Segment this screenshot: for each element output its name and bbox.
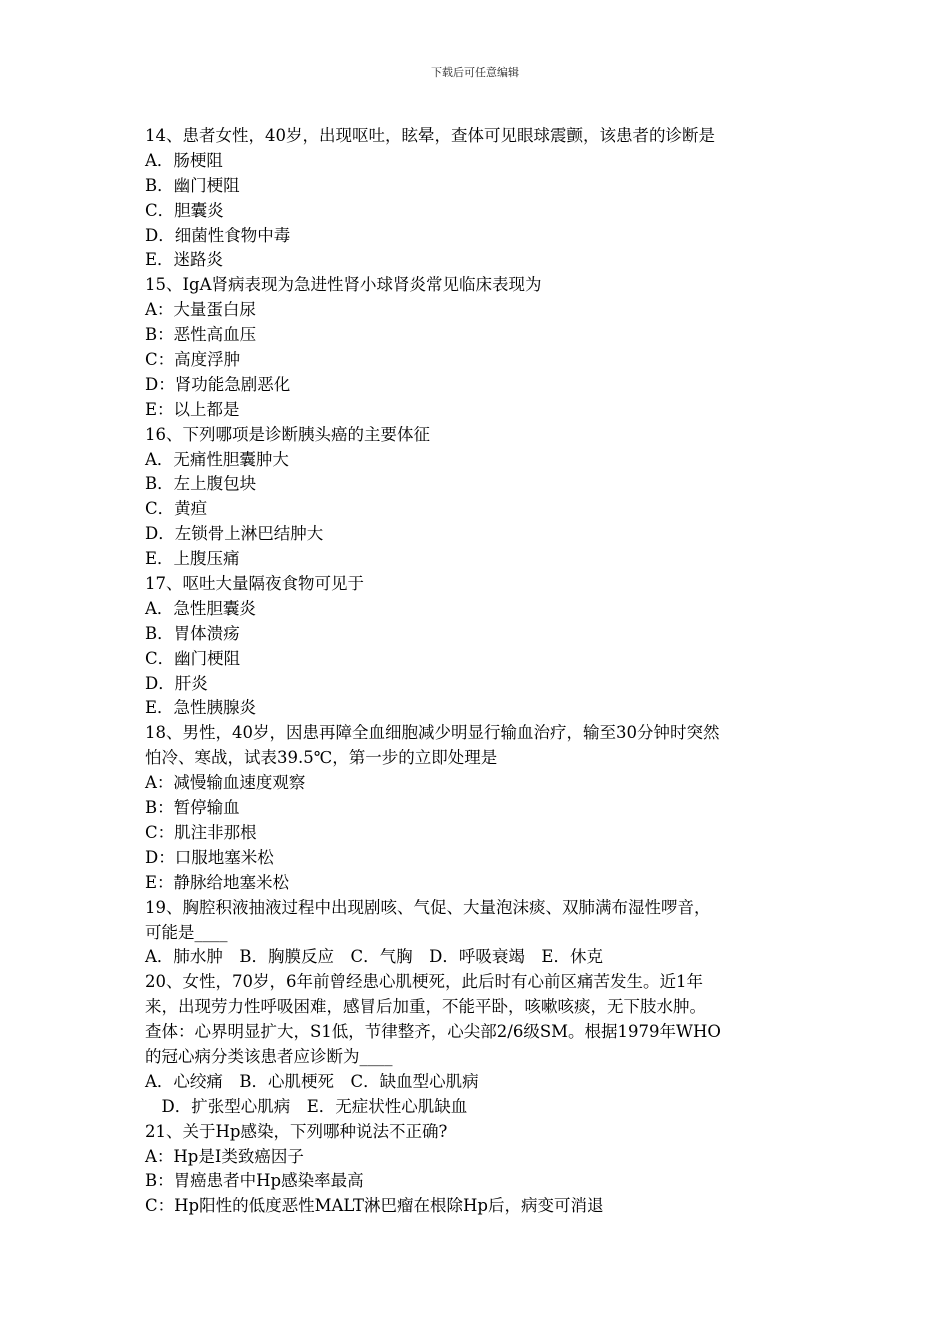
text-line: D：肾功能急剧恶化 [145,374,291,394]
text-line: 21、关于Hp感染，下列哪种说法不正确? [145,1121,448,1141]
text-line: C：肌注非那根 [145,822,257,842]
text-line: A．急性胆囊炎 [145,598,256,618]
text-line: 怕冷、寒战，试表39.5℃，第一步的立即处理是 [145,748,498,768]
text-line: E：以上都是 [145,399,240,419]
text-line: A：大量蛋白尿 [145,300,256,320]
text-line: B．幽门梗阻 [145,175,240,195]
text-line: A：减慢输血速度观察 [145,773,306,793]
page-header: 下载后可任意编辑 [431,66,519,79]
text-line: C．幽门梗阻 [145,648,241,668]
text-line: 20、女性，70岁，6年前曾经患心肌梗死，此后时有心前区痛苦发生。近1年 [145,972,703,992]
text-line: 18、男性，40岁，因患再障全血细胞减少明显行输血治疗，输至30分钟时突然 [145,723,720,743]
text-line: 来，出现劳力性呼吸困难，感冒后加重，不能平卧，咳嗽咳痰，无下肢水肿。 [145,997,706,1017]
text-line: C．黄疸 [145,499,208,519]
text-line: D．细菌性食物中毒 [145,225,291,245]
text-line: A．肠梗阻 [145,150,223,170]
text-line: B．左上腹包块 [145,474,257,494]
text-line: A．心绞痛 B．心肌梗死 C．缺血型心肌病 [145,1071,479,1091]
text-line: 的冠心病分类该患者应诊断为____ [145,1046,393,1066]
text-line: 可能是____ [145,922,228,942]
text-line: D：口服地塞米松 [145,847,274,867]
text-line: D．扩张型心肌病 E．无症状性心肌缺血 [145,1096,468,1116]
text-line: C：高度浮肿 [145,350,241,370]
text-line: A．无痛性胆囊肿大 [145,449,289,469]
text-line: E：静脉给地塞米松 [145,872,290,892]
text-line: B．胃体溃疡 [145,623,240,643]
text-line: A：Hp是Ⅰ类致癌因子 [145,1146,304,1166]
text-line: D．肝炎 [145,673,208,693]
text-line: C．胆囊炎 [145,200,224,220]
text-line: B：恶性高血压 [145,325,257,345]
document-body [145,124,809,1219]
text-line: 19、胸腔积液抽液过程中出现剧咳、气促、大量泡沫痰、双肺满布湿性啰音， [145,897,711,917]
text-line: E．上腹压痛 [145,549,240,569]
text-line: C：Hp阳性的低度恶性MALT淋巴瘤在根除Hp后，病变可消退 [145,1196,604,1216]
text-line: B：暂停输血 [145,798,240,818]
text-line: B：胃癌患者中Hp感染率最高 [145,1171,364,1191]
text-line: E．迷路炎 [145,250,224,270]
text-line: 15、IgA肾病表现为急进性肾小球肾炎常见临床表现为 [145,275,542,295]
text-line: D．左锁骨上淋巴结肿大 [145,524,324,544]
text-line: 17、呕吐大量隔夜食物可见于 [145,574,364,594]
text-line: 16、下列哪项是诊断胰头癌的主要体征 [145,424,430,444]
text-line: 查体：心界明显扩大，S1低，节律整齐，心尖部2/6级SM。根据1979年WHO [145,1022,721,1042]
text-line: E．急性胰腺炎 [145,698,257,718]
text-line: A．肺水肿 B．胸膜反应 C．气胸 D．呼吸衰竭 E．休克 [145,947,603,967]
text-line: 14、患者女性，40岁，出现呕吐，眩晕，查体可见眼球震颤，该患者的诊断是 [145,126,715,145]
